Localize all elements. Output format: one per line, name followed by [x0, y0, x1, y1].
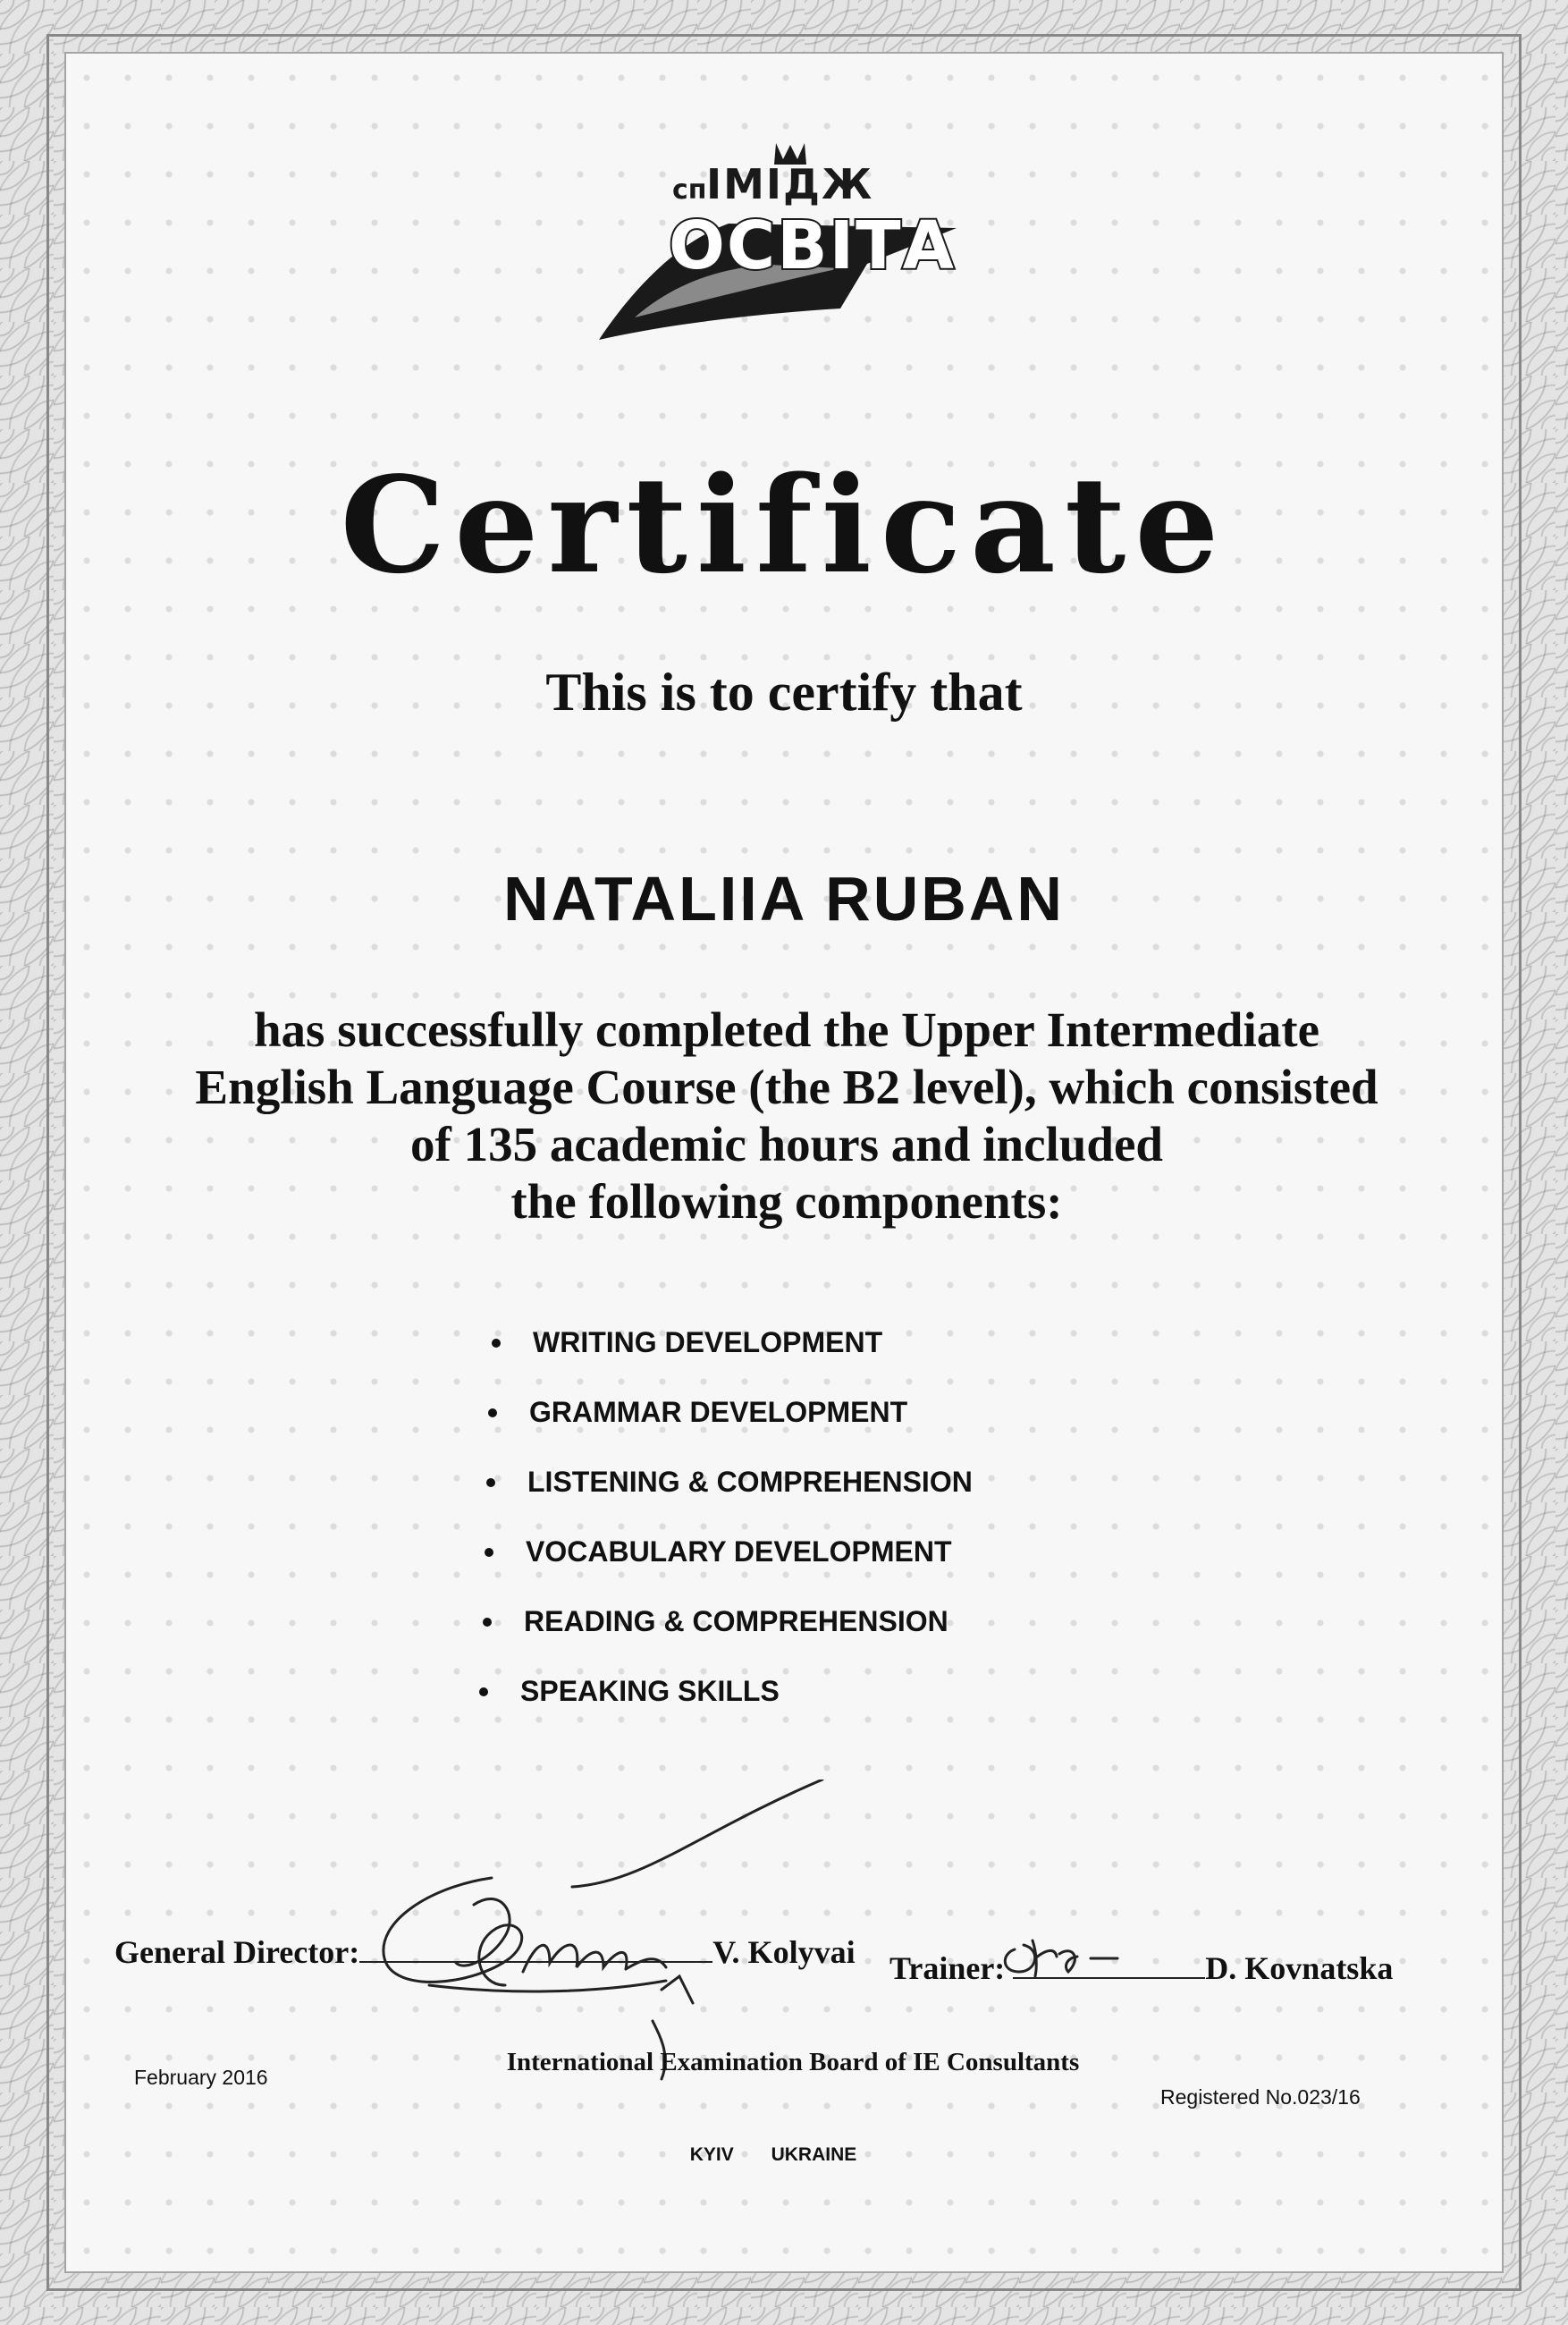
certificate-title: Certificate: [340, 447, 1228, 603]
component-item: VOCABULARY DEVELOPMENT: [476, 1528, 973, 1598]
course-description-line: English Language Course (the B2 level), which consisted: [195, 1060, 1378, 1114]
course-description-line: has successfully completed the Upper Intermediate: [253, 1002, 1320, 1057]
logo-top-word: ІМІДЖ: [706, 160, 874, 208]
certify-intro: This is to certify that: [545, 663, 1023, 722]
course-description-line: of 135 academic hours and included: [410, 1117, 1163, 1171]
logo-main-word: ОСВІТА: [669, 207, 956, 284]
course-description: [134, 1002, 1439, 1230]
course-description-line: the following components:: [510, 1174, 1063, 1229]
component-item: LISTENING & COMPREHENSION: [477, 1458, 973, 1528]
issue-date: February 2016: [134, 2066, 268, 2089]
issue-place: [0, 2144, 1568, 2166]
trainer-name: D. Kovnatska: [1205, 1950, 1394, 1986]
component-item: SPEAKING SKILLS: [470, 1668, 973, 1737]
trainer-handwritten-signature: [992, 1932, 1135, 1985]
component-item: READING & COMPREHENSION: [474, 1598, 973, 1668]
logo-prefix: сп: [672, 174, 707, 206]
logo-graphic: [572, 134, 983, 349]
component-item: GRAMMAR DEVELOPMENT: [479, 1389, 973, 1458]
director-name: V. Kolyvai: [712, 1934, 856, 1970]
issue-country: UKRAINE: [771, 2144, 857, 2165]
recipient-name: NATALIIA RUBAN: [503, 864, 1065, 934]
examination-board: International Examination Board of IE Consultants: [506, 2048, 1080, 2076]
imidzh-osvita-logo: [572, 134, 983, 349]
registration-number: Registered No.023/16: [1160, 2085, 1361, 2109]
issue-city: KYIV: [689, 2144, 734, 2165]
trainer-label: Trainer:: [889, 1950, 1006, 1986]
component-item: WRITING DEVELOPMENT: [483, 1319, 973, 1389]
components-list: [474, 1319, 973, 1737]
trainer-signature-row: [889, 1949, 1393, 1987]
director-label: General Director:: [114, 1934, 360, 1970]
